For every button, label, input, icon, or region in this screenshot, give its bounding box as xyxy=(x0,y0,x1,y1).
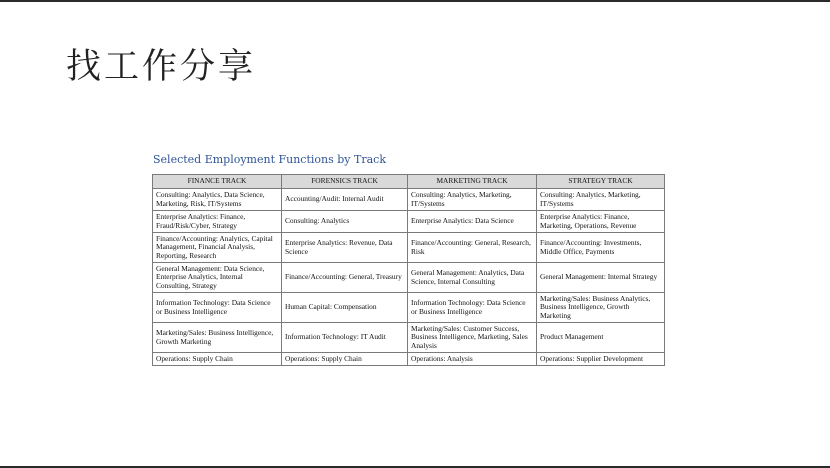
table-cell: Finance/Accounting: Investments, Middle Office, Payments xyxy=(537,233,665,263)
table-cell: Finance/Accounting: Analytics, Capital Management, Financial Analysis, Reporting, Research xyxy=(153,233,282,263)
table-row xyxy=(153,263,665,293)
table-cell: General Management: Data Science, Enterprise Analytics, Internal Consulting, Strategy xyxy=(153,263,282,293)
table-cell: Marketing/Sales: Business Analytics, Business Intelligence, Growth Marketing xyxy=(537,293,665,323)
table-row xyxy=(153,293,665,323)
top-border xyxy=(0,0,830,2)
table-cell: Consulting: Analytics, Data Science, Marketing, Risk, IT/Systems xyxy=(153,189,282,211)
table-cell: Operations: Supply Chain xyxy=(153,353,282,366)
table-row xyxy=(153,211,665,233)
table-cell: Marketing/Sales: Business Intelligence, Growth Marketing xyxy=(153,323,282,353)
header-finance-track: FINANCE TRACK xyxy=(153,175,282,189)
table-cell: Consulting: Analytics, Marketing, IT/Systems xyxy=(408,189,537,211)
table-cell: Accounting/Audit: Internal Audit xyxy=(282,189,408,211)
table-cell: Information Technology: Data Science or Business Intelligence xyxy=(408,293,537,323)
table-cell: Consulting: Analytics xyxy=(282,211,408,233)
table-cell: Enterprise Analytics: Revenue, Data Science xyxy=(282,233,408,263)
table-cell: Consulting: Analytics, Marketing, IT/Systems xyxy=(537,189,665,211)
employment-functions-table xyxy=(152,174,665,366)
table-row xyxy=(153,353,665,366)
table-caption: Selected Employment Functions by Track xyxy=(153,153,386,166)
table-row xyxy=(153,233,665,263)
header-strategy-track: STRATEGY TRACK xyxy=(537,175,665,189)
table-row xyxy=(153,189,665,211)
table-cell: Product Management xyxy=(537,323,665,353)
table-row xyxy=(153,323,665,353)
table-cell: Finance/Accounting: General, Research, Risk xyxy=(408,233,537,263)
table-cell: General Management: Analytics, Data Science, Internal Consulting xyxy=(408,263,537,293)
table-cell: General Management: Internal Strategy xyxy=(537,263,665,293)
table-cell: Enterprise Analytics: Finance, Marketing, Operations, Revenue xyxy=(537,211,665,233)
table-cell: Human Capital: Compensation xyxy=(282,293,408,323)
header-forensics-track: FORENSICS TRACK xyxy=(282,175,408,189)
table-cell: Operations: Supply Chain xyxy=(282,353,408,366)
table-cell: Operations: Supplier Development xyxy=(537,353,665,366)
table-figure xyxy=(152,153,664,366)
table-cell: Enterprise Analytics: Data Science xyxy=(408,211,537,233)
table-cell: Enterprise Analytics: Finance, Fraud/Risk/Cyber, Strategy xyxy=(153,211,282,233)
table-cell: Information Technology: Data Science or Business Intelligence xyxy=(153,293,282,323)
table-header-row xyxy=(153,175,665,189)
table-cell: Finance/Accounting: General, Treasury xyxy=(282,263,408,293)
table-cell: Information Technology: IT Audit xyxy=(282,323,408,353)
slide-title: 找工作分享 xyxy=(66,47,257,87)
table-cell: Operations: Analysis xyxy=(408,353,537,366)
header-marketing-track: MARKETING TRACK xyxy=(408,175,537,189)
table-cell: Marketing/Sales: Customer Success, Business Intelligence, Marketing, Sales Analysis xyxy=(408,323,537,353)
